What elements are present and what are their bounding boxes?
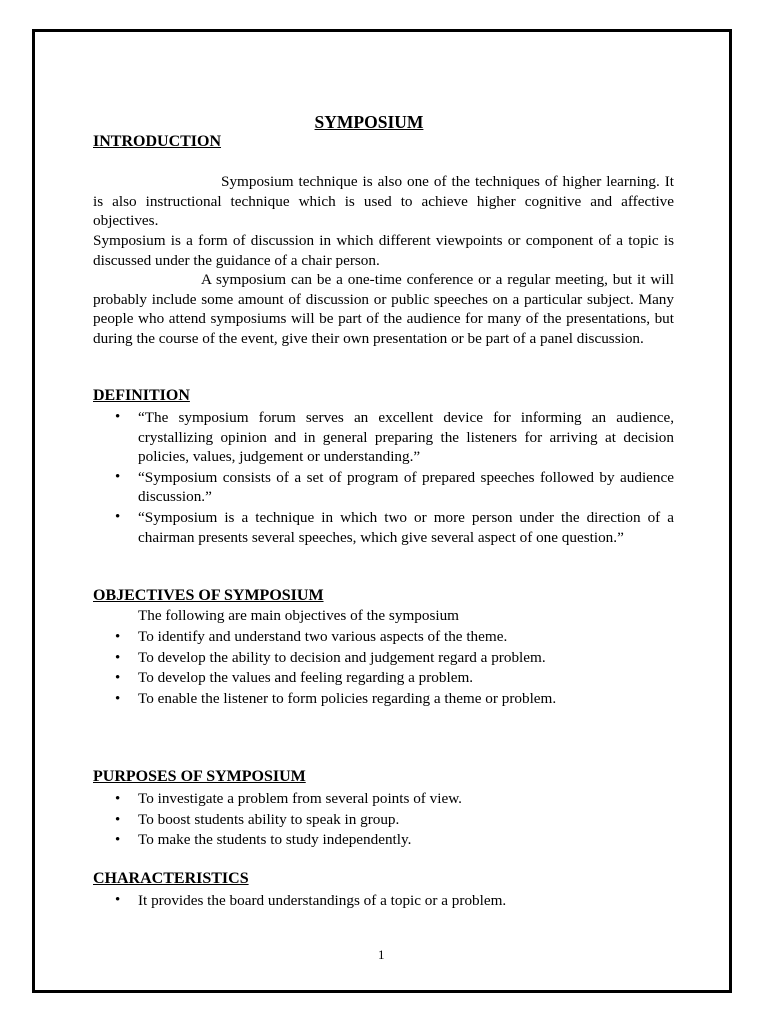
objectives-heading: OBJECTIVES OF SYMPOSIUM bbox=[93, 587, 324, 604]
objective-item: • To enable the listener to form policies regarding a theme or problem. bbox=[93, 689, 674, 710]
characteristic-item: • It provides the board understandings of a topic or a problem. bbox=[93, 891, 674, 911]
definition-heading: DEFINITION bbox=[93, 387, 190, 404]
definition-list bbox=[93, 408, 674, 547]
introduction-paragraph-3: A symposium can be a one-time conference or a regular meeting, but it will probably include some amount of discussion or public speeches on a particular subject. Many people who attend symposiums will be part of the audience for many of the presentations, but during the course of the event, give their own presentation or be part of a panel discussion. bbox=[93, 271, 674, 347]
purpose-item: • To boost students ability to speak in group. bbox=[93, 810, 674, 831]
definition-item: • “The symposium forum serves an excellent device for informing an audience, crystallizing opinion and in general preparing the listeners for arriving at decision policies, values, judgement or understanding.” bbox=[93, 408, 674, 467]
definition-item: • “Symposium is a technique in which two or more person under the direction of a chairman presents several speeches, which give several aspect of one question.” bbox=[93, 508, 674, 547]
introduction-paragraph-2: Symposium is a form of discussion in which different viewpoints or component of a topic is discussed under the guidance of a chair person. bbox=[93, 232, 674, 269]
purposes-list bbox=[93, 789, 674, 851]
characteristics-list bbox=[93, 891, 674, 911]
characteristics-heading: CHARACTERISTICS bbox=[93, 870, 249, 887]
definition-item: • “Symposium consists of a set of program of prepared speeches followed by audience discussion.” bbox=[93, 468, 674, 507]
objective-item: • To develop the ability to decision and judgement regard a problem. bbox=[93, 648, 674, 669]
introduction-paragraph-1: Symposium technique is also one of the techniques of higher learning. It is also instructional technique which is used to achieve higher cognitive and affective objectives. bbox=[93, 173, 674, 230]
document-title: SYMPOSIUM bbox=[314, 112, 424, 132]
introduction-heading: INTRODUCTION bbox=[93, 133, 222, 150]
objective-item: • To develop the values and feeling regarding a problem. bbox=[93, 668, 674, 689]
objective-item: • To identify and understand two various aspects of the theme. bbox=[93, 627, 674, 648]
purposes-heading: PURPOSES OF SYMPOSIUM bbox=[93, 768, 306, 785]
page-number: 1 bbox=[378, 947, 385, 962]
purpose-item: • To make the students to study independently. bbox=[93, 830, 674, 851]
objectives-list bbox=[93, 627, 674, 709]
objectives-intro: The following are main objectives of the symposium bbox=[138, 607, 459, 624]
purpose-item: • To investigate a problem from several points of view. bbox=[93, 789, 674, 810]
